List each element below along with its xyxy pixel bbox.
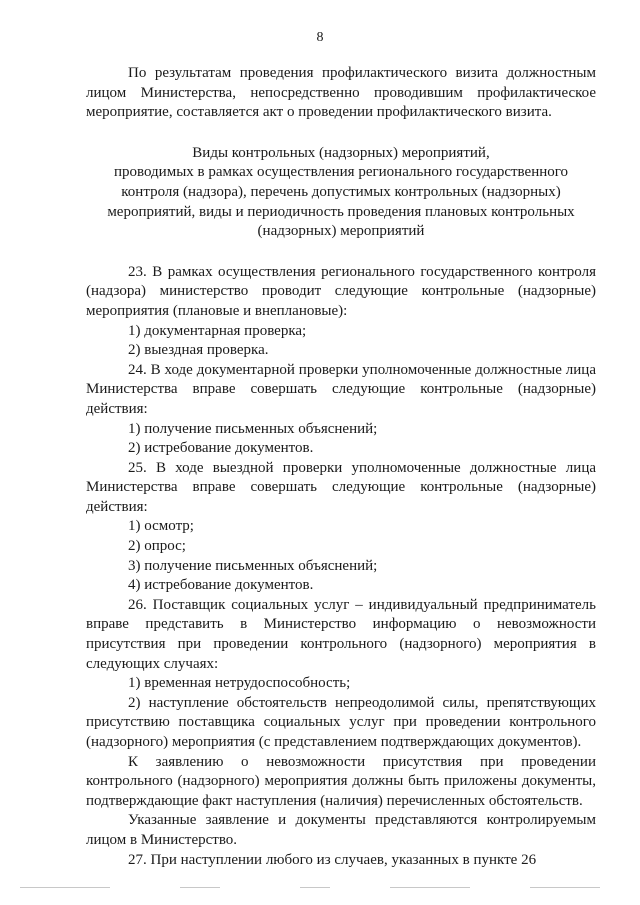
paragraph-24: 24. В ходе документарной проверки уполномоченные должностные лица Министерства вправе совершать следующие контрольные (надзорные) действия:	[86, 361, 596, 417]
list-item: 2) истребование документов.	[128, 440, 314, 457]
section-heading	[86, 144, 596, 242]
list-item: 1) получение письменных объяснений;	[128, 420, 378, 437]
intro-paragraph: По результатам проведения профилактического визита должностным лицом Министерства, непосредственно проводившим профилактическое мероприятие, составляется акт о проведении профилактического визита.	[86, 65, 596, 121]
list-item: 2) выездная проверка.	[128, 342, 269, 359]
heading-line: мероприятий, виды и периодичность проведения плановых контрольных	[107, 203, 575, 220]
paragraph-27: 27. При наступлении любого из случаев, указанных в пункте 26	[128, 851, 537, 868]
scan-artifact-line	[0, 885, 640, 891]
list-item: 1) осмотр;	[128, 518, 194, 535]
heading-line: Виды контрольных (надзорных) мероприятий,	[192, 144, 490, 161]
heading-line: контроля (надзора), перечень допустимых контрольных (надзорных)	[121, 183, 561, 200]
body-paragraph: Указанные заявление и документы представляются контролируемым лицом в Министерство.	[86, 812, 596, 848]
paragraph-23: 23. В рамках осуществления регионального государственного контроля (надзора) министерство проводит следующие контрольные (надзорные) мероприятия (плановые и внеплановые):	[86, 263, 596, 319]
page-number: 8	[316, 30, 324, 45]
paragraph-26: 26. Поставщик социальных услуг – индивидуальный предприниматель вправе представить в Министерство информацию о невозможности присутствия при проведении контрольного (надзорного) мероприятия в следующих случаях:	[86, 596, 596, 672]
list-item: 2) наступление обстоятельств непреодолимой силы, препятствующих присутствию поставщика социальных услуг при проведении контрольного (надзорного) мероприятия (с представлением подтверждающих документов).	[86, 694, 596, 750]
list-item: 1) временная нетрудоспособность;	[128, 675, 351, 692]
list-item: 2) опрос;	[128, 538, 186, 555]
heading-line: (надзорных) мероприятий	[257, 223, 425, 240]
list-item: 3) получение письменных объяснений;	[128, 557, 378, 574]
heading-line: проводимых в рамках осуществления регионального государственного	[113, 164, 569, 181]
document-body	[86, 64, 596, 870]
paragraph-25: 25. В ходе выездной проверки уполномоченные должностные лица Министерства вправе совершать следующие контрольные (надзорные) действия:	[86, 459, 596, 515]
body-paragraph: К заявлению о невозможности присутствия при проведении контрольного (надзорного) мероприятия должны быть приложены документы, подтверждающие факт наступления (наличия) перечисленных обстоятельств.	[86, 753, 596, 809]
list-item: 1) документарная проверка;	[128, 322, 307, 339]
list-item: 4) истребование документов.	[128, 577, 314, 594]
